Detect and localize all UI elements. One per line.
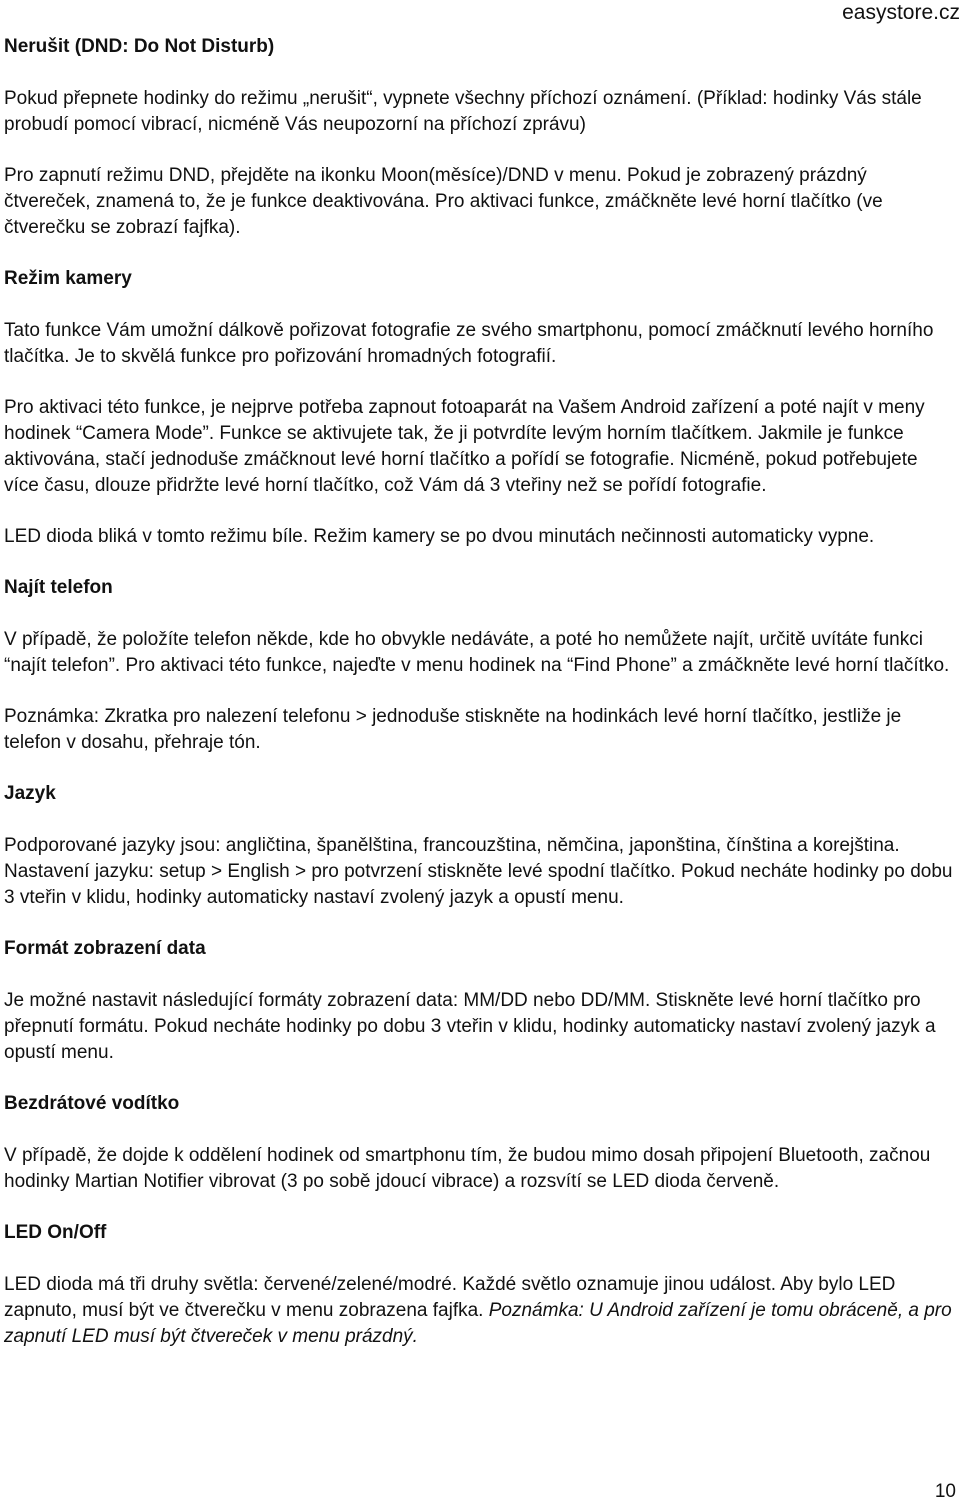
paragraph: Pro aktivaci této funkce, je nejprve potřeba zapnout fotoaparát na Vašem Android zařízení a poté najít v meny hodinek “Camera Mode”. Funkce se aktivujete tak, že ji potvrdíte levým horním tlačítkem. Jakmile je funkce aktivována, stačí jednoduše zmáčknout levé horní tlačítko a pořídí se fotografie. Nicméně, pokud potřebujete více času, dlouze přidržte levé horní tlačítko, což Vám dá 3 vteřiny než se pořídí fotografie. — [4, 397, 925, 496]
paragraph: Je možné nastavit následující formáty zobrazení data: MM/DD nebo DD/MM. Stiskněte levé horní tlačítko pro přepnutí formátu. Pokud necháte hodinky po dobu 3 vteřin v klidu, hodinky automaticky nastaví zvolený jazyk a opustí menu. — [4, 990, 936, 1063]
section-find-phone — [4, 575, 954, 756]
paragraph: V případě, že dojde k oddělení hodinek od smartphonu tím, že budou mimo dosah připojení Bluetooth, začnou hodinky Martian Notifier vibrovat (3 po sobě jdoucí vibrace) a rozsvítí se LED dioda červeně. — [4, 1145, 931, 1192]
section-heading: Bezdrátové vodítko — [4, 1093, 180, 1114]
paragraph: Tato funkce Vám umožní dálkově pořizovat fotografie ze svého smartphonu, pomocí zmáčknutí levého horního tlačítka. Je to skvělá funkce pro pořizování hromadných fotografií. — [4, 320, 934, 367]
section-camera-mode — [4, 266, 954, 550]
section-heading: Nerušit (DND: Do Not Disturb) — [4, 36, 275, 57]
paragraph: LED dioda bliká v tomto režimu bíle. Režim kamery se po dvou minutách nečinnosti automaticky vypne. — [4, 526, 875, 547]
section-heading: Jazyk — [4, 783, 56, 804]
paragraph: Pro zapnutí režimu DND, přejděte na ikonku Moon(měsíce)/DND v menu. Pokud je zobrazený prázdný čtvereček, znamená to, že je funkce deaktivována. Pro aktivaci funkce, zmáčkněte levé horní tlačítko (ve čtverečku se zobrazí fajfka). — [4, 165, 883, 238]
section-led-on-off — [4, 1220, 954, 1350]
italic-note: Poznámka: U Android zařízení je tomu obráceně, a pro zapnutí LED musí být čtvereček v menu prázdný. — [4, 1300, 952, 1347]
paragraph: V případě, že položíte telefon někde, kde ho obvykle nedáváte, a poté ho nemůžete najít, určitě uvítáte funkci “najít telefon”. Pro aktivaci této funkce, najeďte v menu hodinek na “Find Phone” a zmáčkněte levé horní tlačítko. — [4, 629, 950, 676]
section-dnd — [4, 34, 954, 241]
section-date-format — [4, 936, 954, 1066]
section-heading: Formát zobrazení data — [4, 938, 206, 959]
section-heading: Režim kamery — [4, 268, 132, 289]
section-language — [4, 781, 954, 911]
paragraph: Pokud přepnete hodinky do režimu „nerušit“, vypnete všechny příchozí oznámení. (Příklad: hodinky Vás stále probudí pomocí vibrací, nicméně Vás neupozorní na příchozí zprávu) — [4, 88, 922, 135]
paragraph: Podporované jazyky jsou: angličtina, španělština, francouzština, němčina, japonština, čínština a korejština. Nastavení jazyku: setup > English > pro potvrzení stiskněte levé spodní tlačítko. Pokud necháte hodinky po dobu 3 vteřin v klidu, hodinky automaticky nastaví zvolený jazyk a opustí menu. — [4, 835, 953, 908]
section-wireless-leash — [4, 1091, 954, 1195]
section-heading: LED On/Off — [4, 1222, 107, 1243]
paragraph: Poznámka: Zkratka pro nalezení telefonu > jednoduše stiskněte na hodinkách levé horní tlačítko, jestliže je telefon v dosahu, přehraje tón. — [4, 706, 902, 753]
brand-label: easystore.cz — [842, 1, 960, 24]
paragraph-text: LED dioda má tři druhy světla: červené/zelené/modré. Každé světlo oznamuje jinou událost. Aby bylo LED zapnuto, musí být ve čtverečku v menu zobrazena fajfka. — [4, 1274, 896, 1321]
page-number: 10 — [934, 1481, 956, 1502]
paragraph — [4, 1272, 954, 1350]
document-page — [4, 34, 954, 1375]
section-heading: Najít telefon — [4, 577, 113, 598]
